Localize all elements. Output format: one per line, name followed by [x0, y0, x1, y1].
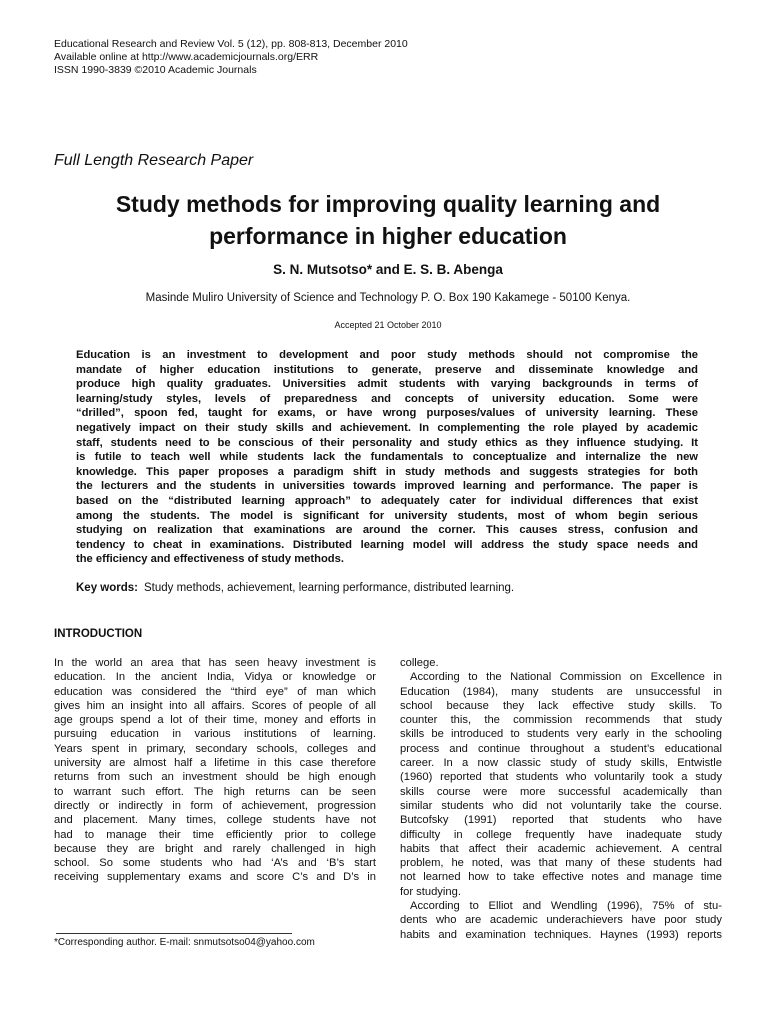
footnote-divider: [56, 933, 292, 934]
body-line: habits that affect their academic achievement. A central: [400, 842, 722, 855]
body-line: Education (1984), many students are unsuccessful in: [400, 685, 722, 698]
body-line: skills be introduced to students very early in the schooling: [400, 728, 722, 741]
abstract-line: “drilled”, spoon fed, taught for exams, or have wrong purposes/values of university learning. These: [76, 407, 698, 420]
journal-header: [54, 38, 408, 77]
abstract-line: produce high quality graduates. Universities admit students with varying backgrounds in terms of: [76, 378, 698, 391]
body-line: According to the National Commission on Excellence in: [410, 671, 722, 684]
body-line: and placement. Many times, college students have not: [54, 814, 376, 827]
abstract-line: Education is an investment to development and poor study methods should not compromise the: [76, 349, 698, 361]
abstract-line: is futile to teach well while students lack the fundamentals to conceptualize and internalize the new: [76, 451, 698, 464]
body-line: Butcofsky (1991) reported that students who have: [400, 814, 722, 827]
body-line: dents who are academic underachievers have poor study: [400, 914, 722, 927]
body-line: career. In a now classic study of study skills, Entwistle: [400, 757, 722, 770]
journal-url: Available online at http://www.academicjournals.org/ERR: [54, 51, 319, 63]
body-line: for studying.: [400, 885, 461, 898]
abstract-line: negatively impact on their study skills and achievement. In complementing the role played by academic: [76, 421, 698, 434]
abstract-line: knowledge. This paper proposes a paradigm shift in study methods and suggests strategies for both: [76, 465, 698, 478]
footnote-corresponding-author: *Corresponding author. E-mail: snmutsotso04@yahoo.com: [54, 937, 315, 948]
keywords-label: Key words:: [76, 582, 138, 594]
keywords-text: Study methods, achievement, learning performance, distributed learning.: [144, 582, 515, 594]
body-line: In the world an area that has seen heavy investment is: [54, 657, 376, 669]
abstract-line: tendency to cheat in examinations. Distributed learning model will address the study space needs and: [76, 538, 698, 551]
body-column-right: [400, 656, 722, 942]
accepted-date: Accepted 21 October 2010: [334, 320, 442, 330]
body-line: similar students who did not voluntarily take the course.: [400, 799, 722, 812]
abstract: [76, 348, 698, 567]
body-line: problem, he noted, was that many of these students had: [400, 857, 722, 870]
affiliation: Masinde Muliro University of Science and Technology P. O. Box 190 Kakamege - 50100 Kenya.: [145, 292, 631, 304]
body-line: returns from such an investment should be high enough: [54, 771, 376, 784]
abstract-line: based on the “distributed learning approach” to adequately cater for individual differences that exist: [76, 494, 698, 507]
body-line: education. In the ancient India, Vidya or knowledge or: [54, 671, 376, 684]
body-line: because they are bright and rarely challenged in high: [54, 842, 376, 855]
authors: S. N. Mutsotso* and E. S. B. Abenga: [273, 262, 503, 277]
body-line: Years spent in primary, secondary schools, colleges and: [54, 742, 376, 755]
abstract-line: the efficiency and effectiveness of study methods.: [76, 553, 344, 566]
body-line: According to Elliot and Wendling (1996), 75% of stu-: [410, 900, 722, 913]
body-line: age groups spend a lot of their time, money and efforts in: [54, 714, 376, 727]
abstract-line: among the students. The model is significant for university students, most of whom begin serious: [76, 509, 698, 522]
abstract-line: learning/study styles, levels of preparedness and concepts of university education. Some were: [76, 392, 698, 405]
body-line: pursuing education in various institutions of learning.: [54, 728, 376, 741]
keywords: [76, 582, 514, 594]
abstract-line: mandate of higher education institutions to generate, preserve and disseminate knowledge and: [76, 363, 698, 376]
body-line: school. So some students who had ‘A’s and ‘B’s start: [54, 857, 376, 870]
body-line: counter this, the commission recommends that study: [400, 714, 722, 727]
body-line: gives him an insight into all affairs. Scores of people of all: [54, 699, 376, 712]
abstract-line: the lecturers and the students in universities towards improved learning and performance. The paper is: [76, 480, 698, 493]
body-line: skills course were more successful academically than: [400, 785, 722, 798]
body-line: university are almost half a lifetime in this case therefore: [54, 757, 376, 770]
journal-citation: Educational Research and Review Vol. 5 (12), pp. 808-813, December 2010: [54, 38, 408, 50]
body-line: education was considered the “third eye” of man which: [54, 685, 376, 698]
abstract-line: staff, students need to be conscious of their personality and study ethics as they influence studying. It: [76, 436, 698, 449]
body-line: college.: [400, 657, 439, 669]
journal-issn: ISSN 1990-3839 ©2010 Academic Journals: [54, 64, 257, 76]
body-line: habits and examination techniques. Haynes (1993) reports: [400, 928, 722, 941]
body-line: school because they lack effective study skills. To: [400, 699, 722, 712]
paper-title: [70, 188, 706, 252]
abstract-line: studying on realization that examinations are around the corner. This causes stress, confusion and: [76, 524, 698, 537]
body-line: directly or indirectly in form of achievement, progression: [54, 799, 376, 812]
title-line-1: Study methods for improving quality learning and: [115, 191, 661, 217]
body-line: had to manage their time efficiently prior to college: [54, 828, 376, 841]
title-line-2: performance in higher education: [209, 223, 567, 249]
body-line: not learned how to take effective notes and manage time: [400, 871, 722, 884]
body-line: to warrant such effort. The high returns can be seen: [54, 785, 376, 798]
body-column-left: [54, 656, 376, 885]
article-type: Full Length Research Paper: [54, 152, 254, 169]
body-line: process and continue throughout a student’s educational: [400, 742, 722, 755]
body-line: difficulty in college frequently have inadequate study: [400, 828, 722, 841]
section-heading-introduction: INTRODUCTION: [54, 628, 143, 640]
body-line: receiving supplementary exams and score C’s and D’s in: [54, 871, 376, 884]
body-line: (1960) reported that students who voluntarily took a study: [400, 771, 722, 784]
